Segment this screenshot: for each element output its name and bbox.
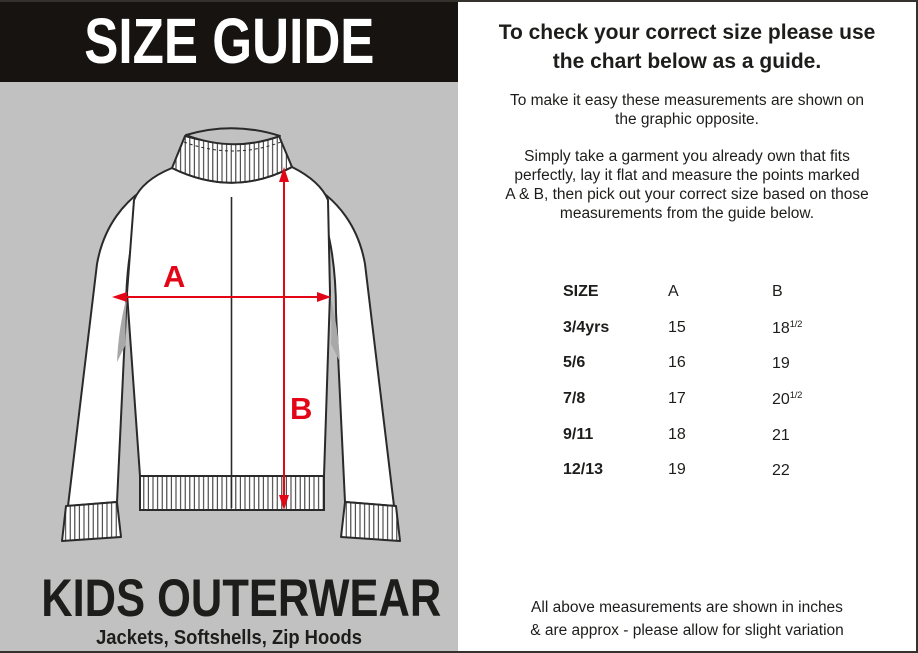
col-header-b: B [772, 283, 783, 300]
category-block [0, 569, 458, 649]
cell-b-whole: 20 [772, 391, 790, 409]
instruction-line: perfectly, lay it flat and measure the points marked [514, 167, 860, 184]
instruction-line: A & B, then pick out your correct size based on those [505, 186, 869, 203]
measurement-label-a: A [163, 259, 186, 294]
table-row [563, 319, 903, 355]
category-title: KIDS OUTERWEAR [41, 569, 442, 628]
garment-diagram [0, 80, 458, 575]
table-row [563, 390, 903, 426]
cell-size: 12/13 [563, 461, 604, 479]
cell-b [772, 461, 872, 480]
col-header-size: SIZE [563, 283, 599, 300]
garment-diagram-area [0, 80, 458, 575]
cell-a: 18 [668, 425, 686, 443]
cell-b-whole: 19 [772, 355, 790, 373]
cell-size: 3/4yrs [563, 318, 610, 336]
instruction-line: measurements from the guide below. [559, 205, 815, 222]
table-row [563, 461, 903, 497]
title-banner [0, 0, 458, 82]
cell-b [772, 354, 872, 373]
cell-a: 16 [668, 354, 686, 372]
cell-b-whole: 22 [772, 462, 790, 480]
cell-b [772, 390, 872, 409]
cell-b-whole: 21 [772, 426, 790, 444]
instruction-line: Simply take a garment you already own that fits [524, 148, 850, 165]
category-subtitle: Jackets, Softshells, Zip Hoods [96, 627, 362, 649]
footnote-line: & are approx - please allow for slight variation [530, 622, 844, 639]
intro-paragraph [458, 91, 916, 129]
cell-b-fraction: 1/2 [789, 318, 803, 330]
measurement-label-b: B [290, 391, 313, 426]
instructions-paragraph [458, 147, 916, 223]
size-table-header-row [563, 283, 903, 319]
cell-b-whole: 18 [772, 319, 790, 337]
cell-size: 5/6 [563, 354, 586, 372]
page-title: SIZE GUIDE [83, 5, 375, 77]
footnote [458, 596, 916, 642]
table-row [563, 426, 903, 462]
cell-a: 15 [668, 318, 686, 336]
heading-line: the chart below as a guide. [552, 50, 822, 73]
right-panel [458, 2, 916, 653]
footnote-line: All above measurements are shown in inches [531, 599, 843, 616]
cell-a: 17 [668, 390, 686, 408]
table-row [563, 354, 903, 390]
heading-line: To check your correct size please use [498, 21, 876, 44]
size-table [563, 283, 903, 497]
cuff-left-ribbing [62, 502, 121, 541]
cell-a: 19 [668, 461, 686, 479]
cell-b [772, 426, 872, 445]
cell-size: 7/8 [563, 390, 586, 408]
left-panel [0, 2, 458, 653]
instructions-heading [458, 18, 916, 76]
cuff-right-ribbing [341, 502, 400, 541]
intro-line: the graphic opposite. [615, 111, 759, 128]
cell-size: 9/11 [563, 425, 594, 443]
cell-b [772, 319, 872, 338]
intro-line: To make it easy these measurements are shown on [509, 92, 865, 109]
garment-body [127, 167, 330, 476]
col-header-a: A [668, 283, 679, 300]
cell-b-fraction: 1/2 [789, 390, 803, 402]
